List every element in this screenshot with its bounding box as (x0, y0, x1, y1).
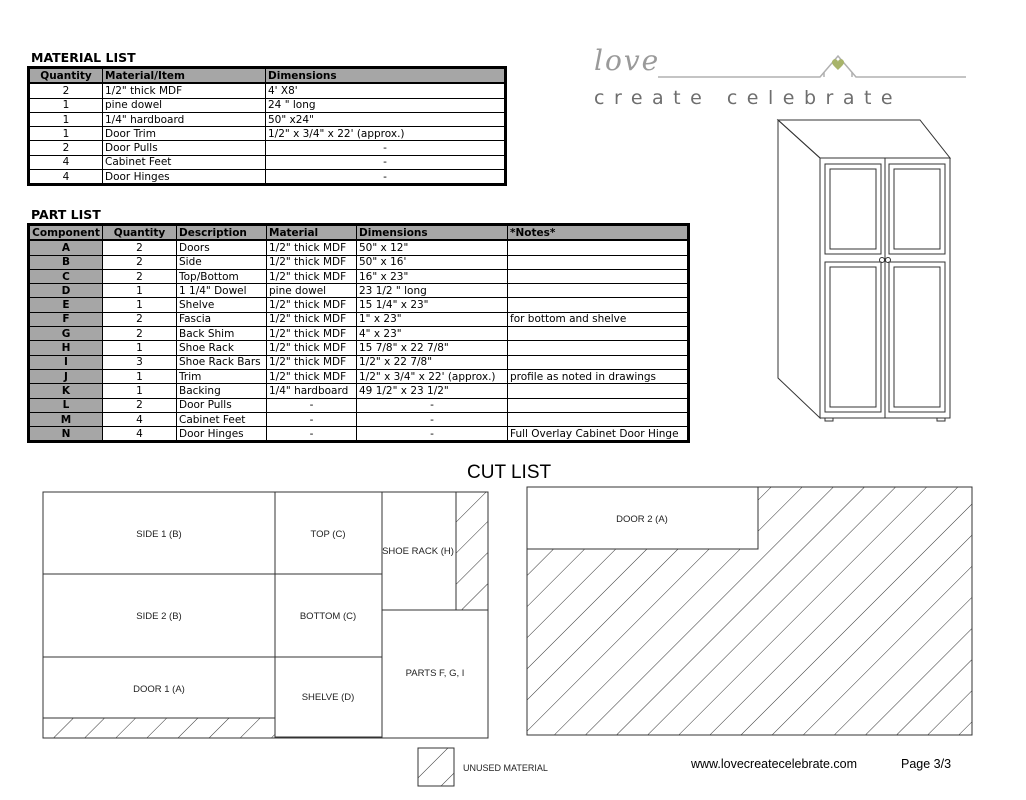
table-row (29, 155, 506, 169)
table-cell: 1/2" thick MDF (267, 312, 357, 326)
table-cell: 1/2" thick MDF (267, 255, 357, 269)
table-cell: Door Pulls (177, 398, 267, 412)
table-cell: F (29, 312, 103, 326)
table-cell: 1/2" thick MDF (267, 298, 357, 312)
col-header: Material (267, 225, 357, 241)
col-header: Dimensions (266, 68, 506, 84)
material-list-title: MATERIAL LIST (31, 50, 136, 65)
table-row (29, 98, 506, 112)
cut-diagram (0, 480, 1026, 800)
table-cell: Full Overlay Cabinet Door Hinge (508, 427, 689, 442)
footer-url: www.lovecreatecelebrate.com (691, 757, 858, 771)
table-cell: 1/2" x 3/4" x 22' (approx.) (357, 369, 508, 383)
piece-side-2: SIDE 2 (B) (136, 611, 182, 622)
piece-parts-fgi: PARTS F, G, I (405, 668, 465, 679)
table-cell: C (29, 269, 103, 283)
table-row (29, 112, 506, 126)
table-cell: Door Pulls (103, 141, 266, 155)
table-cell: 2 (103, 240, 177, 255)
table-cell (508, 269, 689, 283)
table-cell: 23 1/2 " long (357, 284, 508, 298)
table-cell: 1/2" thick MDF (267, 269, 357, 283)
brand-tagline: create celebrate (594, 87, 903, 109)
table-cell (508, 255, 689, 269)
table-cell: 2 (103, 255, 177, 269)
table-row (29, 127, 506, 141)
table-cell: 1 (103, 341, 177, 355)
table-cell: H (29, 341, 103, 355)
table-cell: Backing (177, 384, 267, 398)
part-list-table (27, 223, 690, 443)
table-cell: 1 (103, 384, 177, 398)
table-cell: - (267, 427, 357, 442)
legend-label: UNUSED MATERIAL (463, 763, 548, 773)
piece-shelve: SHELVE (D) (301, 692, 355, 703)
table-cell: 2 (29, 141, 103, 155)
table-cell: for bottom and shelve (508, 312, 689, 326)
table-cell: 4 (29, 170, 103, 185)
table-cell: 4' X8' (266, 83, 506, 98)
material-list-header (29, 68, 506, 84)
table-cell: 2 (103, 312, 177, 326)
table-cell: 2 (103, 327, 177, 341)
table-cell: 2 (103, 269, 177, 283)
part-list-header (29, 225, 689, 241)
table-cell: 1/2" thick MDF (267, 327, 357, 341)
table-cell: 1" x 23" (357, 312, 508, 326)
piece-door-2: DOOR 2 (A) (616, 514, 668, 525)
sheet-1 (43, 492, 488, 738)
table-cell: 24 " long (266, 98, 506, 112)
table-cell: 1/2" x 22 7/8" (357, 355, 508, 369)
table-cell: profile as noted in drawings (508, 369, 689, 383)
table-cell: K (29, 384, 103, 398)
table-cell: 1/2" thick MDF (267, 355, 357, 369)
col-header: Quantity (29, 68, 103, 84)
table-cell: 15 1/4" x 23" (357, 298, 508, 312)
table-cell: G (29, 327, 103, 341)
table-cell (508, 240, 689, 255)
table-cell: 1 (103, 284, 177, 298)
brand-script: love (594, 44, 661, 77)
wardrobe-illustration (770, 118, 960, 423)
table-cell: Cabinet Feet (177, 412, 267, 426)
table-row (29, 298, 689, 312)
unused-area (456, 492, 488, 610)
table-cell (508, 355, 689, 369)
table-cell: 1 (29, 112, 103, 126)
table-cell: A (29, 240, 103, 255)
table-cell: 50" x 16' (357, 255, 508, 269)
piece-bottom: BOTTOM (C) (299, 611, 357, 622)
table-row (29, 170, 506, 185)
table-cell: L (29, 398, 103, 412)
table-row (29, 398, 689, 412)
table-row (29, 327, 689, 341)
table-cell: 1 (29, 98, 103, 112)
table-cell: 2 (29, 83, 103, 98)
table-cell: pine dowel (103, 98, 266, 112)
table-cell: 50" x24" (266, 112, 506, 126)
table-cell: Shoe Rack (177, 341, 267, 355)
table-cell (508, 284, 689, 298)
col-header: Component (29, 225, 103, 241)
table-row (29, 83, 506, 98)
table-row (29, 255, 689, 269)
table-cell: Shelve (177, 298, 267, 312)
table-cell: Door Trim (103, 127, 266, 141)
sheet-2 (527, 487, 972, 735)
table-cell: 50" x 12" (357, 240, 508, 255)
table-cell (508, 412, 689, 426)
table-cell: Door Hinges (177, 427, 267, 442)
table-cell: Top/Bottom (177, 269, 267, 283)
table-cell: - (267, 398, 357, 412)
table-cell: Side (177, 255, 267, 269)
table-cell: Back Shim (177, 327, 267, 341)
table-row (29, 427, 689, 442)
table-row (29, 412, 689, 426)
table-row (29, 384, 689, 398)
table-cell: Cabinet Feet (103, 155, 266, 169)
table-cell (508, 327, 689, 341)
table-cell: 49 1/2" x 23 1/2" (357, 384, 508, 398)
table-cell: 4 (29, 155, 103, 169)
table-cell: Fascia (177, 312, 267, 326)
piece-shoe-rack: SHOE RACK (H) (382, 546, 454, 557)
table-cell: 1/4" hardboard (103, 112, 266, 126)
table-cell: - (266, 141, 506, 155)
col-header: Quantity (103, 225, 177, 241)
table-cell: 1/2" thick MDF (267, 369, 357, 383)
piece-top: TOP (C) (310, 529, 346, 540)
table-row (29, 240, 689, 255)
footer-page-number: Page 3/3 (901, 757, 952, 771)
table-cell: 1/2" x 3/4" x 22' (approx.) (266, 127, 506, 141)
table-row (29, 141, 506, 155)
table-cell: 4 (103, 427, 177, 442)
table-cell: 1/4" hardboard (267, 384, 357, 398)
part-list-title: PART LIST (31, 207, 101, 222)
table-cell: - (357, 412, 508, 426)
table-cell: 1 (29, 127, 103, 141)
table-cell: - (267, 412, 357, 426)
legend-hatch-swatch (418, 748, 454, 786)
table-cell: - (357, 398, 508, 412)
table-cell: Trim (177, 369, 267, 383)
table-cell (508, 398, 689, 412)
heart-icon (832, 59, 844, 70)
table-cell: pine dowel (267, 284, 357, 298)
table-row (29, 269, 689, 283)
table-cell: N (29, 427, 103, 442)
col-header: Dimensions (357, 225, 508, 241)
brand-logo (588, 40, 973, 115)
table-row (29, 312, 689, 326)
material-list-table (27, 66, 507, 186)
table-row (29, 284, 689, 298)
table-cell: - (266, 170, 506, 185)
table-cell: 15 7/8" x 22 7/8" (357, 341, 508, 355)
table-cell: E (29, 298, 103, 312)
piece-door-1: DOOR 1 (A) (133, 684, 185, 695)
table-row (29, 369, 689, 383)
table-cell: Door Hinges (103, 170, 266, 185)
col-header: *Notes* (508, 225, 689, 241)
cut-list-title: CUT LIST (467, 462, 552, 483)
table-cell: Shoe Rack Bars (177, 355, 267, 369)
table-cell (508, 341, 689, 355)
col-header: Material/Item (103, 68, 266, 84)
table-cell: - (266, 155, 506, 169)
unused-area (43, 718, 275, 738)
table-row (29, 341, 689, 355)
table-cell: 1/2" thick MDF (103, 83, 266, 98)
table-cell: Doors (177, 240, 267, 255)
table-cell: 2 (103, 398, 177, 412)
table-cell: B (29, 255, 103, 269)
legend (418, 748, 548, 786)
table-cell: 3 (103, 355, 177, 369)
col-header: Description (177, 225, 267, 241)
table-row (29, 355, 689, 369)
table-cell: 4 (103, 412, 177, 426)
piece-side-1: SIDE 1 (B) (136, 529, 182, 540)
table-cell: 1/2" thick MDF (267, 341, 357, 355)
table-cell: 16" x 23" (357, 269, 508, 283)
table-cell (508, 298, 689, 312)
table-cell: 1 (103, 298, 177, 312)
table-cell: 1 (103, 369, 177, 383)
table-cell: 1/2" thick MDF (267, 240, 357, 255)
table-cell: - (357, 427, 508, 442)
table-cell (508, 384, 689, 398)
table-cell: M (29, 412, 103, 426)
table-cell: 4" x 23" (357, 327, 508, 341)
table-cell: I (29, 355, 103, 369)
table-cell: 1 1/4" Dowel (177, 284, 267, 298)
table-cell: D (29, 284, 103, 298)
table-cell: J (29, 369, 103, 383)
